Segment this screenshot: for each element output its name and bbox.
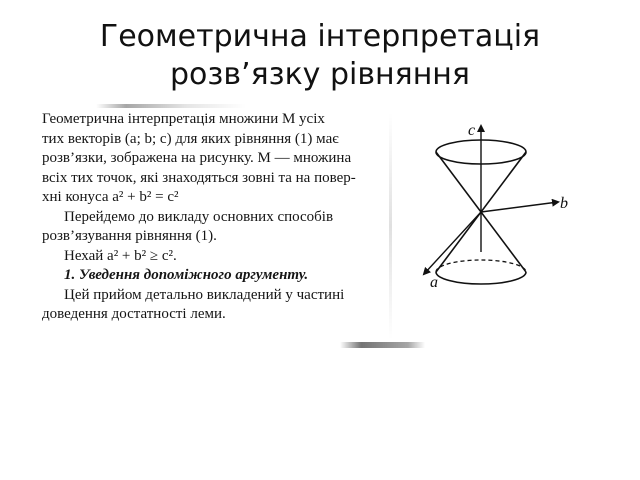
- axis-a-label: a: [430, 274, 438, 291]
- text-line-6: Перейдемо до викладу основних способів: [64, 208, 334, 225]
- text-line-8: Нехай a² + b² ≥ c².: [64, 247, 177, 264]
- text-line-1: Геометрична інтерпретація множини M усіх: [42, 111, 325, 127]
- cone-bottom-ellipse-back: [436, 260, 526, 272]
- scanned-text-excerpt: [42, 110, 392, 325]
- slide-title: Геометрична інтерпретація розв’язку рівняння: [99, 19, 541, 92]
- text-line-9-heading: 1. Уведення допоміжного аргументу.: [64, 267, 309, 283]
- scan-bottom-artifact: [340, 342, 425, 348]
- text-line-2: тих векторів (a; b; c) для яких рівняння (1) має: [42, 130, 339, 147]
- text-line-4: всіх тих точок, які знаходяться зовні та на повер-: [42, 169, 356, 186]
- text-line-3: розв’язки, зображена на рисунку. M — множина: [42, 150, 352, 166]
- scan-top-artifact: [96, 104, 246, 108]
- axis-b-line: [481, 202, 558, 212]
- axis-b-label: b: [560, 195, 568, 212]
- text-line-10: Цей прийом детально викладений у частині: [64, 286, 345, 303]
- scan-edge-shadow: [389, 112, 392, 340]
- axis-c-label: c: [468, 122, 476, 139]
- double-cone-figure: [408, 112, 608, 312]
- text-line-5: хні конуса a² + b² = c²: [42, 189, 179, 205]
- text-line-11: доведення достатності леми.: [42, 306, 226, 322]
- axis-a-line: [424, 212, 481, 274]
- cone-bottom-ellipse-front: [436, 272, 526, 284]
- text-line-7: розв’язування рівняння (1).: [42, 228, 217, 244]
